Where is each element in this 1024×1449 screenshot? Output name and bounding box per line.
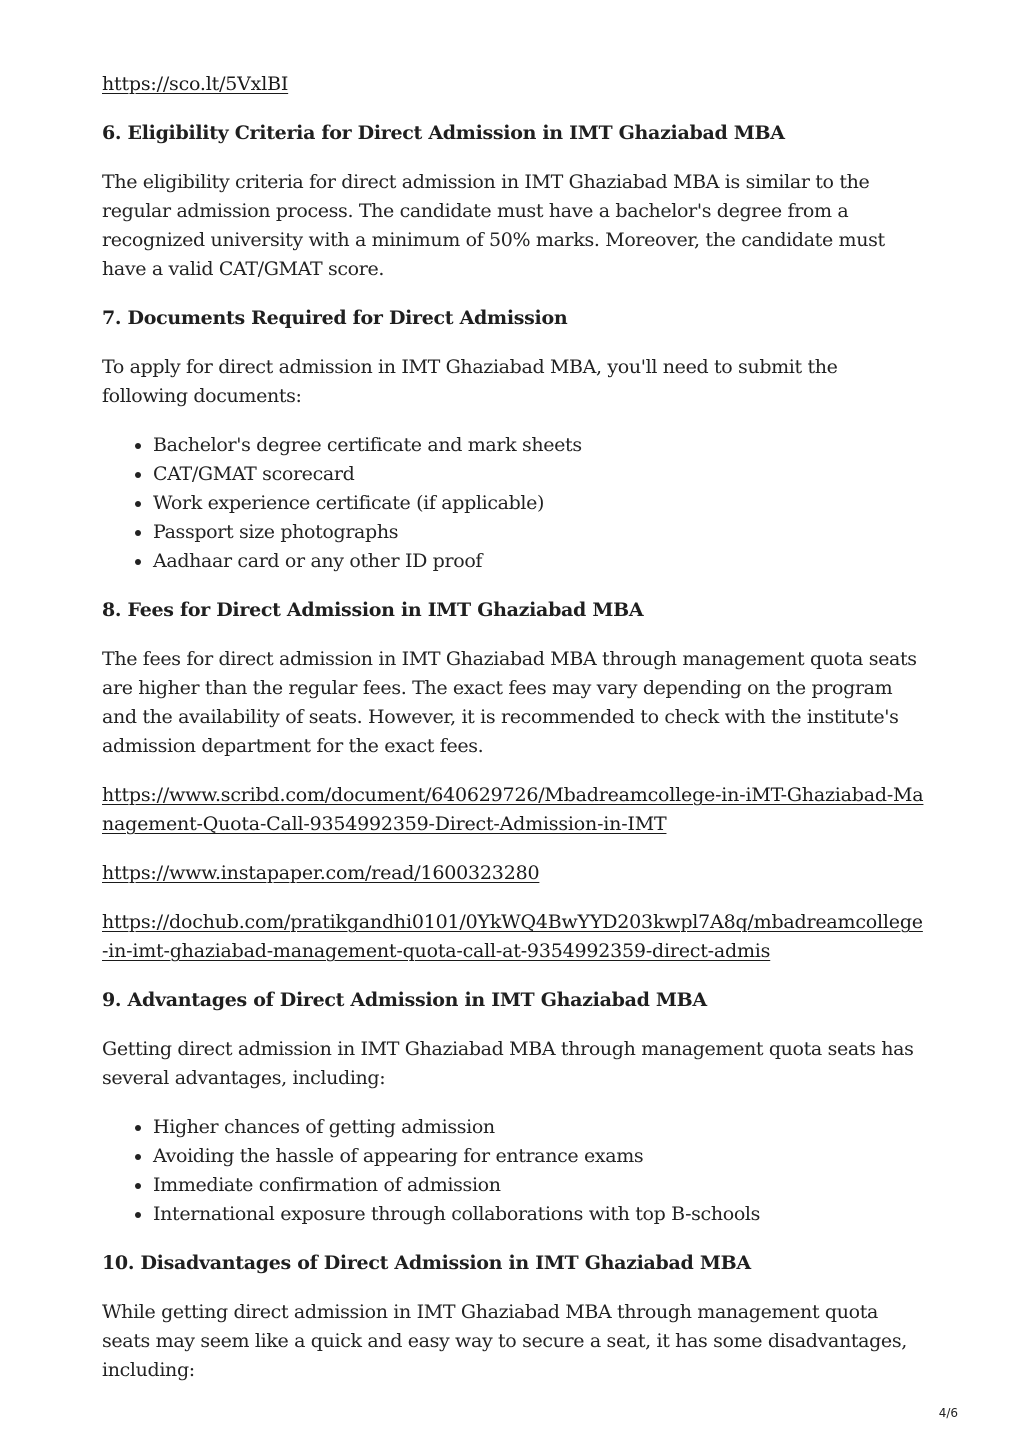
list-item: • International exposure through collaborations with top B-schools bbox=[153, 1200, 928, 1229]
section-8-body: The fees for direct admission in IMT Ghaziabad MBA through management quota seats are higher than the regular fees. The exact fees may vary depending on the program and the availability of seats. However, it is recommended to check with the institute's admission department for the exact fees. bbox=[102, 648, 917, 757]
section-10-body: While getting direct admission in IMT Ghaziabad MBA through management quota seats may seem like a quick and easy way to secure a seat, it has some disadvantages, including: bbox=[102, 1301, 907, 1381]
section-7-body: To apply for direct admission in IMT Ghaziabad MBA, you'll need to submit the following documents: bbox=[102, 356, 838, 407]
documents-list bbox=[102, 431, 928, 576]
section-8-heading: 8. Fees for Direct Admission in IMT Ghaziabad MBA bbox=[102, 599, 644, 621]
document-page bbox=[102, 70, 928, 1405]
dochub-link[interactable]: https://dochub.com/pratikgandhi0101/0YkWQ4BwYYD203kwpl7A8q/mbadreamcollege-in-imt-ghaziabad-management-quota-call-at-9354992359-direct-admis bbox=[102, 911, 923, 962]
list-item: • Avoiding the hassle of appearing for entrance exams bbox=[153, 1142, 928, 1171]
dochub-link-paragraph bbox=[102, 908, 928, 966]
section-6-heading: 6. Eligibility Criteria for Direct Admission in IMT Ghaziabad MBA bbox=[102, 122, 785, 144]
list-item: • CAT/GMAT scorecard bbox=[153, 460, 928, 489]
list-item: • Higher chances of getting admission bbox=[153, 1113, 928, 1142]
instapaper-link[interactable]: https://www.instapaper.com/read/1600323280 bbox=[102, 862, 540, 884]
section-9-body: Getting direct admission in IMT Ghaziabad MBA through management quota seats has several advantages, including: bbox=[102, 1038, 914, 1089]
list-item: • Work experience certificate (if applicable) bbox=[153, 489, 928, 518]
instapaper-link-paragraph bbox=[102, 859, 928, 888]
list-item: • Aadhaar card or any other ID proof bbox=[153, 547, 928, 576]
scribd-link-paragraph bbox=[102, 781, 928, 839]
section-9-heading: 9. Advantages of Direct Admission in IMT Ghaziabad MBA bbox=[102, 989, 707, 1011]
section-10-heading: 10. Disadvantages of Direct Admission in IMT Ghaziabad MBA bbox=[102, 1252, 751, 1274]
section-7-heading: 7. Documents Required for Direct Admission bbox=[102, 307, 568, 329]
list-item: • Passport size photographs bbox=[153, 518, 928, 547]
scribd-link[interactable]: https://www.scribd.com/document/640629726/Mbadreamcollege-in-iMT-Ghaziabad-Management-Quota-Call-9354992359-Direct-Admission-in-IMT bbox=[102, 784, 924, 835]
list-item: • Bachelor's degree certificate and mark sheets bbox=[153, 431, 928, 460]
page-number: 4/6 bbox=[938, 1406, 958, 1420]
section-6-body: The eligibility criteria for direct admission in IMT Ghaziabad MBA is similar to the regular admission process. The candidate must have a bachelor's degree from a recognized university with a minimum of 50% marks. Moreover, the candidate must have a valid CAT/GMAT score. bbox=[102, 171, 885, 280]
sco-link[interactable]: https://sco.lt/5VxlBI bbox=[102, 73, 289, 95]
advantages-list bbox=[102, 1113, 928, 1229]
top-link-paragraph bbox=[102, 70, 928, 99]
list-item: • Immediate confirmation of admission bbox=[153, 1171, 928, 1200]
